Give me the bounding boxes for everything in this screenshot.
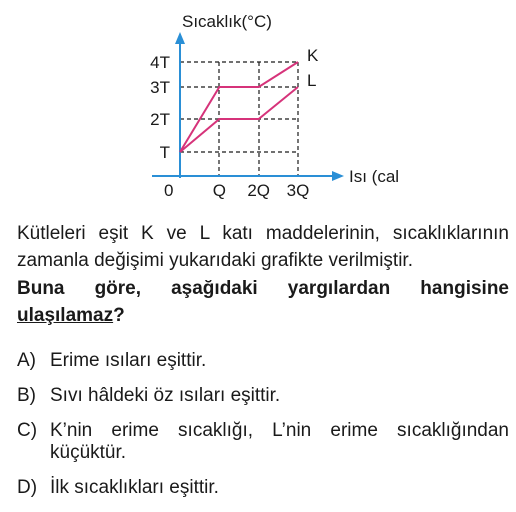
option-text: Sıvı hâldeki öz ısıları eşittir.: [50, 385, 281, 406]
option-letter: B): [17, 385, 36, 406]
answer-options: [17, 350, 509, 512]
option-text: K’nin erime sıcaklığı, L’nin erime sıcaklığından küçüktür.: [50, 420, 509, 463]
y-tick-label: 2T: [150, 110, 170, 129]
y-tick-label: 4T: [150, 53, 170, 72]
option-letter: C): [17, 420, 38, 441]
option-text: İlk sıcaklıkları eşittir.: [50, 477, 219, 498]
option-text: Erime ısıları eşittir.: [50, 350, 207, 371]
series-line-k: [180, 62, 298, 152]
y-tick-label: 3T: [150, 78, 170, 97]
tick-layer: [150, 53, 309, 200]
series-label-k: K: [306, 46, 319, 65]
x-axis-label: Isı (cal: [349, 167, 400, 186]
question-stem: Kütleleri eşit K ve L katı maddelerinin, sıcaklıklarının zamanla değişimi yukarıdaki grafikte verilmiştir.: [17, 223, 509, 271]
option-letter: A): [17, 350, 36, 371]
series-label-l: L: [306, 71, 317, 90]
series-layer: [180, 62, 298, 152]
x-tick-label: Q: [212, 181, 226, 200]
option-letter: D): [17, 477, 38, 498]
origin-label: 0: [164, 181, 174, 200]
x-axis-arrow: [332, 171, 344, 181]
series-label-layer: [307, 46, 319, 90]
y-axis-label: Sıcaklık(°C): [182, 12, 272, 31]
y-axis-arrow: [175, 32, 185, 44]
x-tick-label: 2Q: [247, 181, 271, 200]
question-prompt-lead: Buna göre, aşağıdaki yargılardan hangisine: [17, 278, 509, 299]
option-c[interactable]: [17, 420, 509, 464]
temperature-heat-graph: [0, 0, 420, 205]
option-a[interactable]: [17, 350, 509, 372]
y-tick-label: T: [159, 143, 170, 162]
question-prompt-emphasis: ulaşılamaz: [17, 305, 114, 326]
option-d[interactable]: [17, 477, 509, 499]
x-tick-label: 3Q: [286, 181, 310, 200]
option-b[interactable]: [17, 385, 509, 407]
question-prompt: [17, 275, 509, 329]
question-prompt-end: ?: [113, 305, 125, 326]
